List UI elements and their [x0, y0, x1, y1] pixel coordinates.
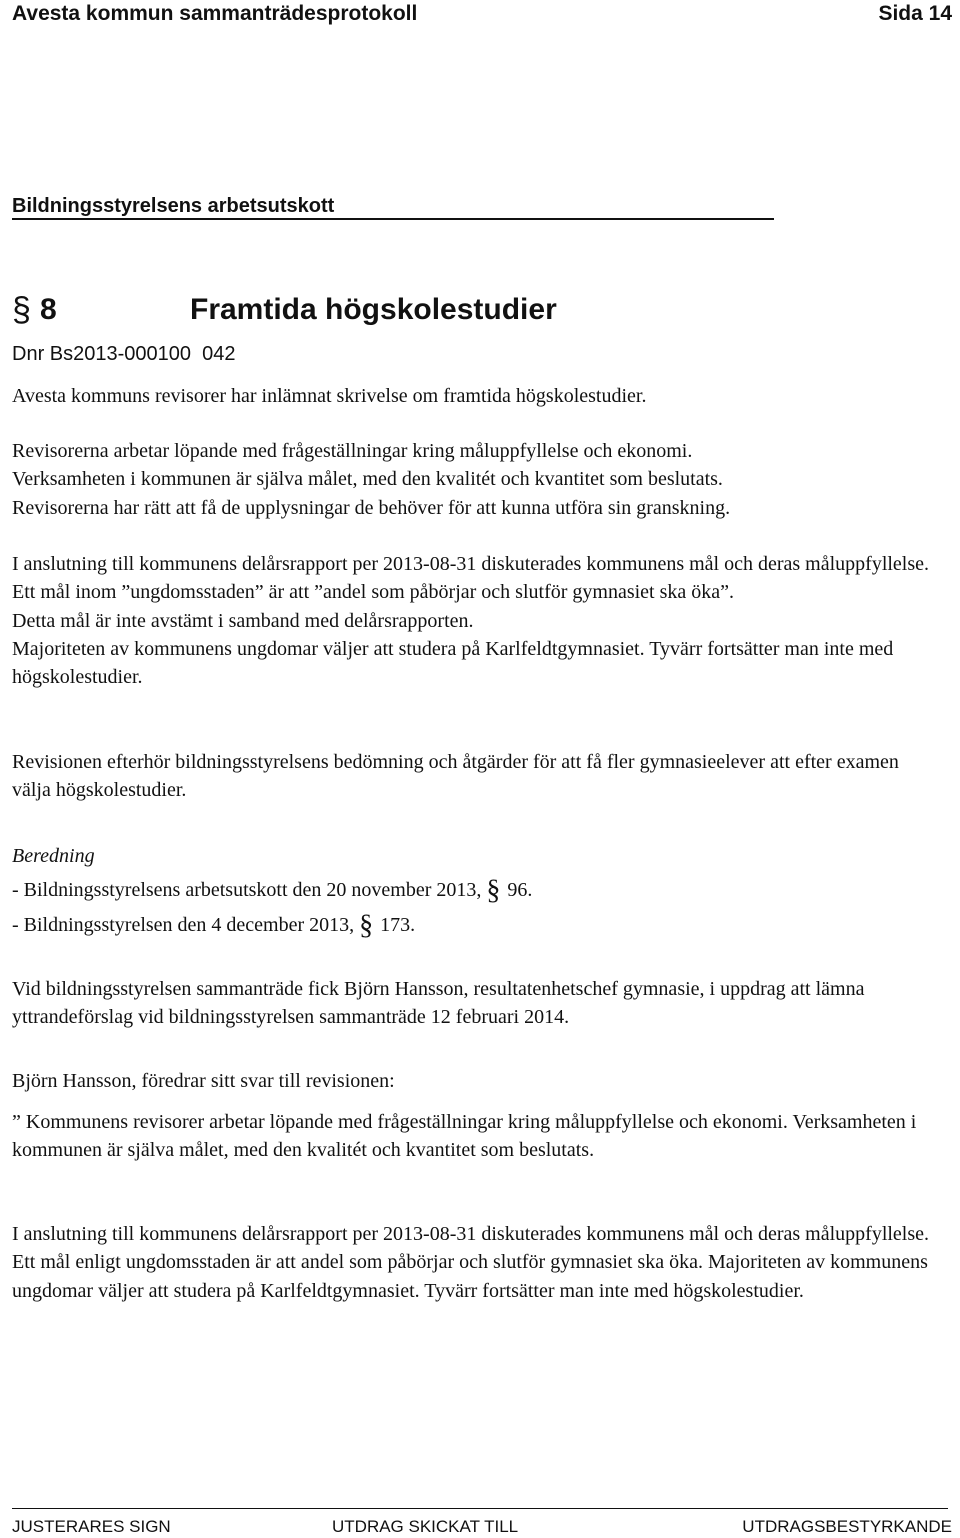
footer-certified-label: UTDRAGSBESTYRKANDE: [742, 1517, 952, 1536]
footer-sign-label: JUSTERARES SIGN: [12, 1517, 171, 1536]
page-number: Sida 14: [878, 2, 952, 25]
report-paragraph: [12, 550, 942, 691]
beredning-heading: Beredning: [12, 845, 95, 867]
text-line: Vid bildningsstyrelsen sammanträde fick Björn Hansson, resultatenhetschef gymnasie, i uppdrag att lämna yttrandeförslag vid bildningsstyrelsen sammanträde 12 februari 2014.: [12, 978, 865, 1029]
page-footer: [12, 1514, 952, 1536]
document-title: Avesta kommun sammanträdesprotokoll: [12, 2, 418, 25]
quoted-answer: [12, 1108, 942, 1165]
page-header: [12, 0, 952, 28]
section-number: 8: [40, 293, 57, 326]
text-line: I anslutning till kommunens delårsrapport per 2013-08-31 diskuterades kommunens mål och deras måluppfyllelse.: [12, 553, 930, 575]
footer-sent-label: UTDRAG SKICKAT TILL: [332, 1517, 519, 1536]
beredning-section: [12, 842, 942, 939]
committee-underline: [12, 218, 774, 220]
beredning-item: - Bildningsstyrelsen den 4 december 2013, § 173.: [12, 909, 416, 941]
diary-number: Dnr Bs2013-000100 042: [12, 343, 236, 365]
footer-rule: [12, 1508, 948, 1509]
committee-name: Bildningsstyrelsens arbetsutskott: [12, 195, 335, 217]
text-line: Verksamheten i kommunen är själva målet, med den kvalitét och kvantitet som beslutats.: [12, 468, 723, 491]
paragraph-sign: §: [486, 875, 501, 907]
text-line: Avesta kommuns revisorer har inlämnat skrivelse om framtida högskolestudier.: [12, 385, 647, 407]
presenter-line: [12, 1067, 942, 1095]
text-line: Detta mål är inte avstämt i samband med delårsrapporten.: [12, 609, 474, 632]
intro-paragraph: [12, 382, 942, 410]
text-line: Majoriteten av kommunens ungdomar väljer att studera på Karlfeldtgymnasiet. Tyvärr fortsätter man inte med högskolestudier.: [12, 637, 894, 689]
revision-paragraph: [12, 437, 942, 522]
quoted-answer-continued: [12, 1220, 942, 1305]
paragraph-sign: §: [359, 909, 374, 941]
assignment-paragraph: [12, 975, 942, 1032]
text-line: Björn Hansson, föredrar sitt svar till revisionen:: [12, 1070, 395, 1092]
section-title: Framtida högskolestudier: [190, 293, 557, 326]
beredning-item: - Bildningsstyrelsens arbetsutskott den 20 november 2013, § 96.: [12, 875, 533, 907]
text-line: ” Kommunens revisorer arbetar löpande med frågeställningar kring måluppfyllelse och ekonomi. Verksamheten i kommunen är själva målet, med den kvalitét och kvantitet som beslutats.: [12, 1111, 917, 1162]
text-line: Revisorerna arbetar löpande med frågeställningar kring måluppfyllelse och ekonomi.: [12, 440, 693, 462]
text-line: I anslutning till kommunens delårsrapport per 2013-08-31 diskuterades kommunens mål och deras måluppfyllelse. Ett mål enligt ungdomsstaden är att andel som påbörjar och slutför gymnasiet ska öka. Majoriteten av kommunens ungdomar väljer att studera på Karlfeldtgymnasiet. Tyvärr fortsätter man inte med högskolestudier.: [12, 1223, 930, 1302]
text-line: Ett mål inom ”ungdomsstaden” är att ”andel som påbörjar och slutför gymnasiet ska öka”.: [12, 581, 735, 604]
followup-paragraph: [12, 748, 942, 805]
text-line: Revisionen efterhör bildningsstyrelsens bedömning och åtgärder för att få fler gymnasieelever att efter examen välja högskolestudier.: [12, 751, 899, 802]
paragraph-sign: §: [12, 291, 31, 329]
text-line: Revisorerna har rätt att få de upplysningar de behöver för att kunna utföra sin granskning.: [12, 496, 731, 519]
